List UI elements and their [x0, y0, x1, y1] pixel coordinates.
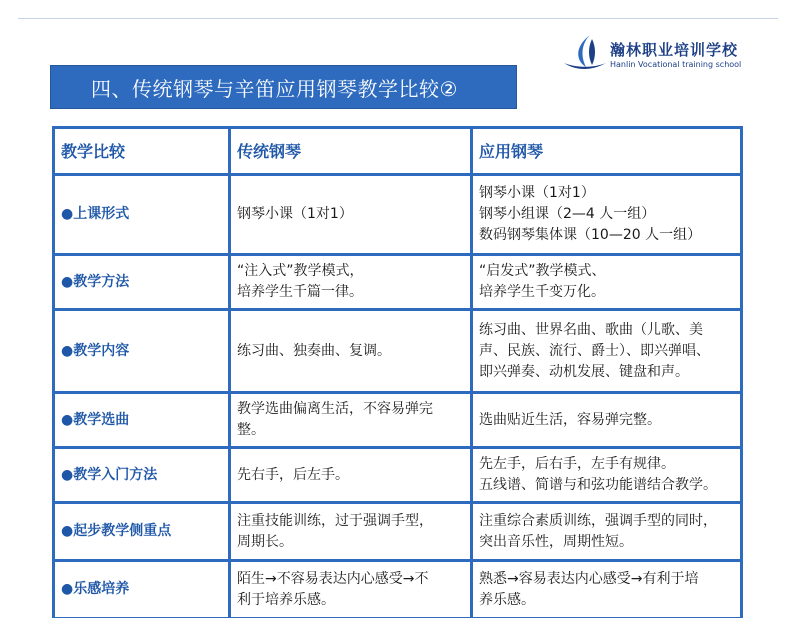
applied-cell-line: 突出音乐性，周期性短。 [479, 533, 633, 550]
traditional-cell-line: 整。 [237, 422, 265, 438]
row-label: ●教学内容 [54, 310, 230, 393]
applied-cell-line: 养乐感。 [479, 591, 535, 608]
school-logo [562, 33, 762, 73]
traditional-cell [230, 448, 472, 503]
traditional-cell-line: 利于培养乐感。 [237, 591, 335, 608]
traditional-cell-line: 先右手，后左手。 [237, 466, 349, 483]
applied-cell-line: 钢琴小课（1对1） [479, 185, 595, 201]
row-label: ●起步教学侧重点 [54, 503, 230, 561]
table-row [54, 310, 742, 393]
traditional-cell-line: 钢琴小课（1对1） [237, 206, 353, 222]
applied-cell-line: 声、民族、流行、爵士）、即兴弹唱、 [479, 342, 710, 359]
applied-cell-line: 培养学生千变万化。 [479, 284, 605, 300]
table-row [54, 503, 742, 561]
traditional-cell-line: “注入式”教学模式， [237, 263, 364, 279]
column-header-applied: 应用钢琴 [472, 128, 742, 175]
applied-cell-line: 五线谱、简谱与和弦功能谱结合教学。 [479, 477, 717, 493]
applied-cell-line: 先左手，后右手，左手有规律。 [479, 456, 675, 472]
row-label: ●教学选曲 [54, 393, 230, 448]
traditional-cell-line: 注重技能训练，过于强调手型， [237, 512, 433, 529]
traditional-cell [230, 561, 472, 618]
applied-cell [472, 448, 742, 503]
traditional-cell [230, 310, 472, 393]
row-label: ●教学入门方法 [54, 448, 230, 503]
traditional-cell-line: 培养学生千篇一律。 [237, 284, 363, 300]
applied-cell-line: 选曲贴近生活，容易弹完整。 [479, 411, 661, 428]
table-body [54, 175, 742, 618]
table-row [54, 175, 742, 255]
row-label: ●教学方法 [54, 255, 230, 310]
applied-cell [472, 393, 742, 448]
applied-cell-line: 数码钢琴集体课（10—20 人一组） [479, 227, 702, 243]
sail-logo-icon [562, 33, 608, 73]
applied-cell-line: “启发式”教学模式、 [479, 263, 606, 279]
top-divider [18, 18, 778, 19]
table-row [54, 393, 742, 448]
applied-cell-line: 熟悉→容易表达内心感受→有利于培 [479, 570, 699, 587]
logo-chinese-name: 瀚林职业培训学校 [610, 41, 739, 59]
row-label: ●乐感培养 [54, 561, 230, 618]
table-row [54, 448, 742, 503]
applied-cell-line: 注重综合素质训练，强调手型的同时， [479, 512, 717, 529]
traditional-cell [230, 255, 472, 310]
applied-cell [472, 175, 742, 255]
applied-cell [472, 503, 742, 561]
comparison-table [52, 126, 743, 618]
traditional-cell [230, 503, 472, 561]
applied-cell [472, 310, 742, 393]
table-row [54, 561, 742, 618]
page-title: 四、传统钢琴与辛笛应用钢琴教学比较② [91, 76, 458, 101]
column-header-traditional: 传统钢琴 [230, 128, 472, 175]
table-row [54, 255, 742, 310]
title-banner [50, 65, 517, 109]
traditional-cell-line: 教学选曲偏离生活，不容易弹完 [237, 401, 433, 417]
traditional-cell [230, 393, 472, 448]
table-header-row [54, 128, 742, 175]
row-label: ●上课形式 [54, 175, 230, 255]
applied-cell-line: 练习曲、世界名曲、歌曲（儿歌、美 [479, 321, 703, 338]
column-header-comparison: 教学比较 [54, 128, 230, 175]
traditional-cell-line: 周期长。 [237, 533, 293, 550]
applied-cell-line: 钢琴小组课（2—4 人一组） [479, 206, 656, 222]
logo-english-name: Hanlin Vocational training school [610, 60, 742, 69]
traditional-cell-line: 练习曲、独奏曲、复调。 [237, 342, 391, 359]
applied-cell [472, 255, 742, 310]
applied-cell [472, 561, 742, 618]
applied-cell-line: 即兴弹奏、动机发展、键盘和声。 [479, 363, 689, 380]
traditional-cell-line: 陌生→不容易表达内心感受→不 [237, 570, 429, 587]
traditional-cell [230, 175, 472, 255]
